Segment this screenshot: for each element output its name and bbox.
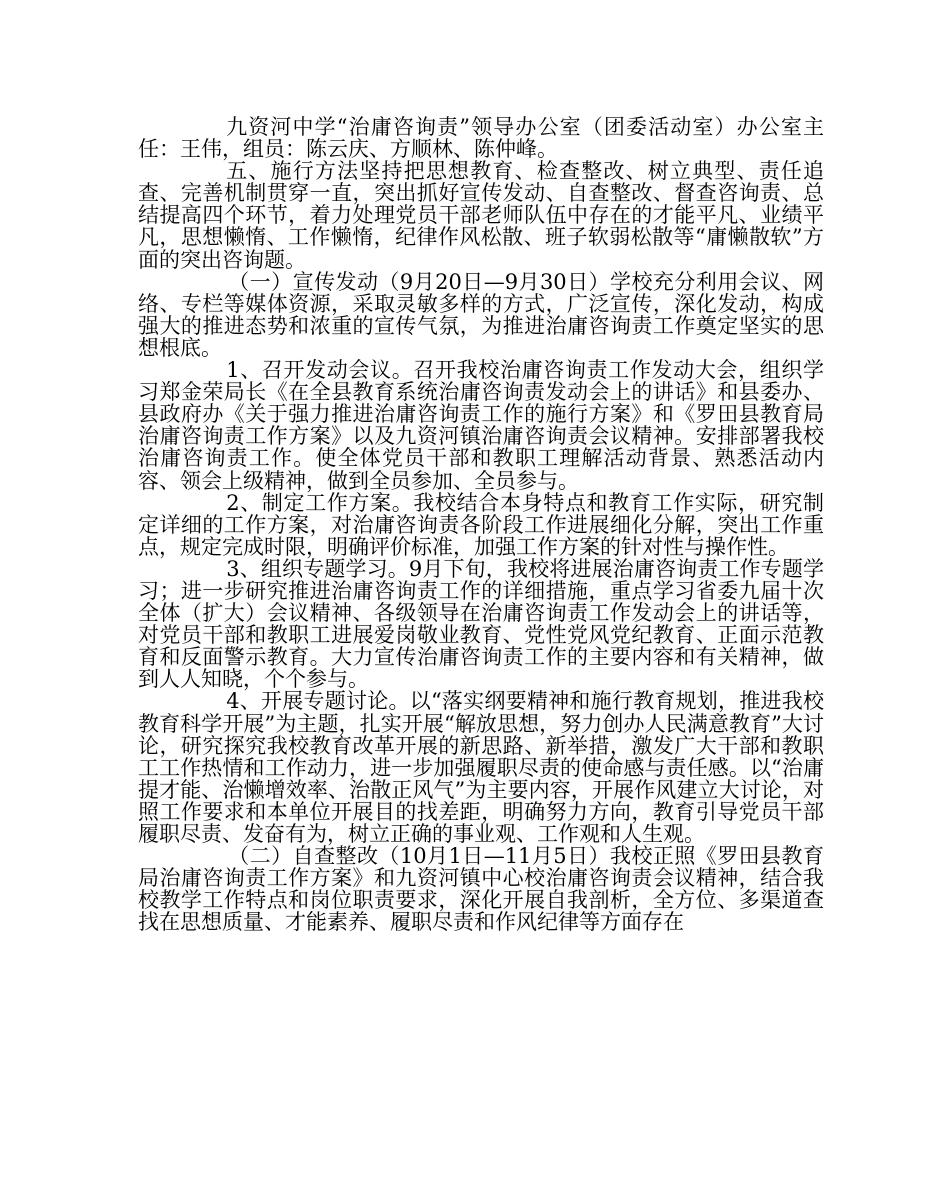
paragraph-item-study: 3、组织专题学习。9月下旬，我校将进展治庸咨询责工作专题学习；进一步研究推进治庸咨询责工作的详细措施，重点学习省委九届十次全体（扩大）会议精神、各级领导在治庸咨询责工作发动会上的讲话等，对党员干部和教职工进展爱岗敬业教育、党性党风党纪教育、正面示范教育和反面警示教育。大力宣传治庸咨询责工作的主要内容和有关精神，做到人人知晓，个个参与。 <box>138 556 824 692</box>
paragraph-method: 五、施行方法坚持把思想教育、检查整改、树立典型、责任追查、完善机制贯穿一直，突出抓好宣传发动、自查整改、督查咨询责、总结提高四个环节，着力处理党员干部老师队伍中存在的才能平凡、业绩平凡，思想懒惰、工作懒惰，纪律作风松散、班子软弱松散等“庸懒散软”方面的突出咨询题。 <box>138 159 824 272</box>
paragraph-stage-selfcheck: （二）自查整改（10月1日—11月5日）我校正照《罗田县教育局治庸咨询责工作方案》和九资河镇中心校治庸咨询责会议精神，结合我校教学工作特点和岗位职责要求，深化开展自我剖析，全方位、多渠道查找在思想质量、才能素养、履职尽责和作风纪律等方面存在 <box>138 844 824 935</box>
paragraph-item-plan: 2、制定工作方案。我校结合本身特点和教育工作实际，研究制定详细的工作方案，对治庸咨询责各阶段工作进展细化分解，突出工作重点，规定完成时限，明确评价标准，加强工作方案的针对性与操作性。 <box>138 490 824 559</box>
paragraph-item-meeting: 1、召开发动会议。召开我校治庸咨询责工作发动大会，组织学习郑金荣局长《在全县教育系统治庸咨询责发动会上的讲话》和县委办、县政府办《关于强力推进治庸咨询责工作的施行方案》和《罗田县教育局治庸咨询责工作方案》以及九资河镇治庸咨询责会议精神。安排部署我校治庸咨询责工作。使全体党员干部和教职工理解活动背景、熟悉活动内容、领会上级精神，做到全员参加、全员参与。 <box>138 358 824 493</box>
paragraph-office: 九资河中学“治庸咨询责”领导办公室（团委活动室）办公室主任：王伟，组员：陈云庆、方顺林、陈仲峰。 <box>138 115 824 162</box>
document-page <box>138 116 824 933</box>
paragraph-item-discussion: 4、开展专题讨论。以“落实纲要精神和施行教育规划，推进我校教育科学开展”为主题，扎实开展“解放思想，努力创办人民满意教育”大讨论，研究探究我校教育改革开展的新思路、新举措，激发广大干部和教职工工作热情和工作动力，进一步加强履职尽责的使命感与责任感。以“治庸提才能、治懒增效率、治散正风气”为主要内容，开展作风建立大讨论，对照工作要求和本单位开展目的找差距，明确努力方向，教育引导党员干部履职尽责、发奋有为，树立正确的事业观、工作观和人生观。 <box>138 689 824 846</box>
paragraph-stage-publicity: （一）宣传发动（9月20日—9月30日）学校充分利用会议、网络、专栏等媒体资源，采取灵敏多样的方式，广泛宣传，深化发动，构成强大的推进态势和浓重的宣传气氛，为推进治庸咨询责工作奠定坚实的思想根底。 <box>138 269 824 360</box>
